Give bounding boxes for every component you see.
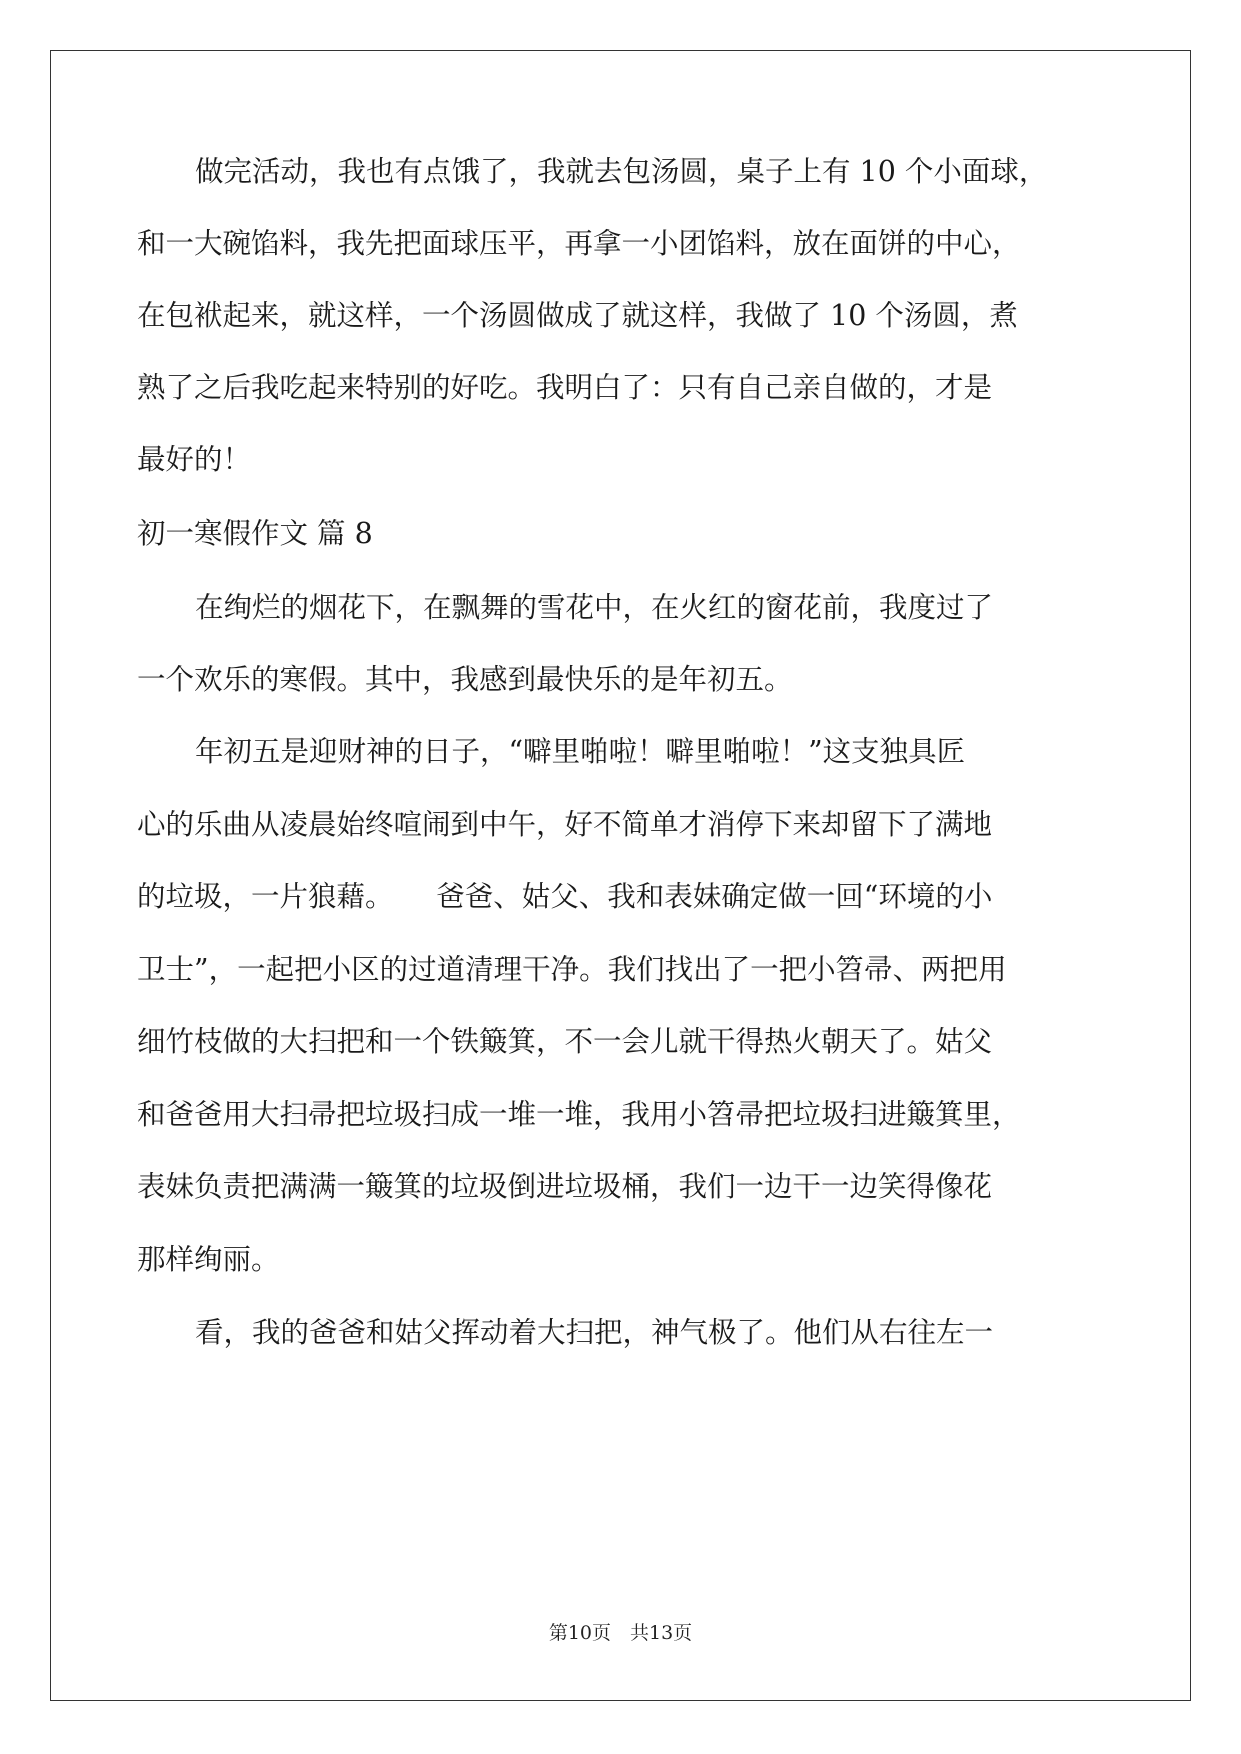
paragraph-line: 在包袱起来，就这样，一个汤圆做成了就这样，我做了 10 个汤圆，煮 [137, 299, 1018, 332]
paragraph-line: 看，我的爸爸和姑父挥动着大扫把，神气极了。他们从右往左一 [195, 1316, 994, 1349]
page-number-footer: 第10页 共13页 [548, 1622, 693, 1644]
paragraph-line: 做完活动，我也有点饿了，我就去包汤圆，桌子上有 10 个小面球， [195, 155, 1048, 188]
paragraph-line: 细竹枝做的大扫把和一个铁簸箕，不一会儿就干得热火朝天了。姑父 [137, 1025, 993, 1058]
paragraph-line: 的垃圾，一片狼藉。 爸爸、姑父、我和表妹确定做一回“环境的小 [137, 880, 993, 913]
paragraph-line: 卫士”，一起把小区的过道清理干净。我们找出了一把小笤帚、两把用 [137, 953, 1007, 986]
section-heading: 初一寒假作文 篇 8 [137, 517, 373, 550]
paragraph-line: 在绚烂的烟花下，在飘舞的雪花中，在火红的窗花前，我度过了 [195, 591, 994, 624]
paragraph-line: 年初五是迎财神的日子，“噼里啪啦！噼里啪啦！”这支独具匠 [195, 735, 966, 768]
paragraph-line: 一个欢乐的寒假。其中，我感到最快乐的是年初五。 [137, 663, 793, 696]
paragraph-line: 那样绚丽。 [137, 1243, 280, 1276]
paragraph-line: 和一大碗馅料，我先把面球压平，再拿一小团馅料，放在面饼的中心， [137, 227, 1021, 260]
paragraph-line: 熟了之后我吃起来特别的好吃。我明白了：只有自己亲自做的，才是 [137, 371, 993, 404]
paragraph-line: 和爸爸用大扫帚把垃圾扫成一堆一堆，我用小笤帚把垃圾扫进簸箕里， [137, 1098, 1021, 1131]
paragraph-line: 最好的！ [137, 443, 252, 476]
paragraph-line: 心的乐曲从凌晨始终喧闹到中午，好不简单才消停下来却留下了满地 [137, 808, 993, 841]
paragraph-line: 表妹负责把满满一簸箕的垃圾倒进垃圾桶，我们一边干一边笑得像花 [137, 1170, 993, 1203]
